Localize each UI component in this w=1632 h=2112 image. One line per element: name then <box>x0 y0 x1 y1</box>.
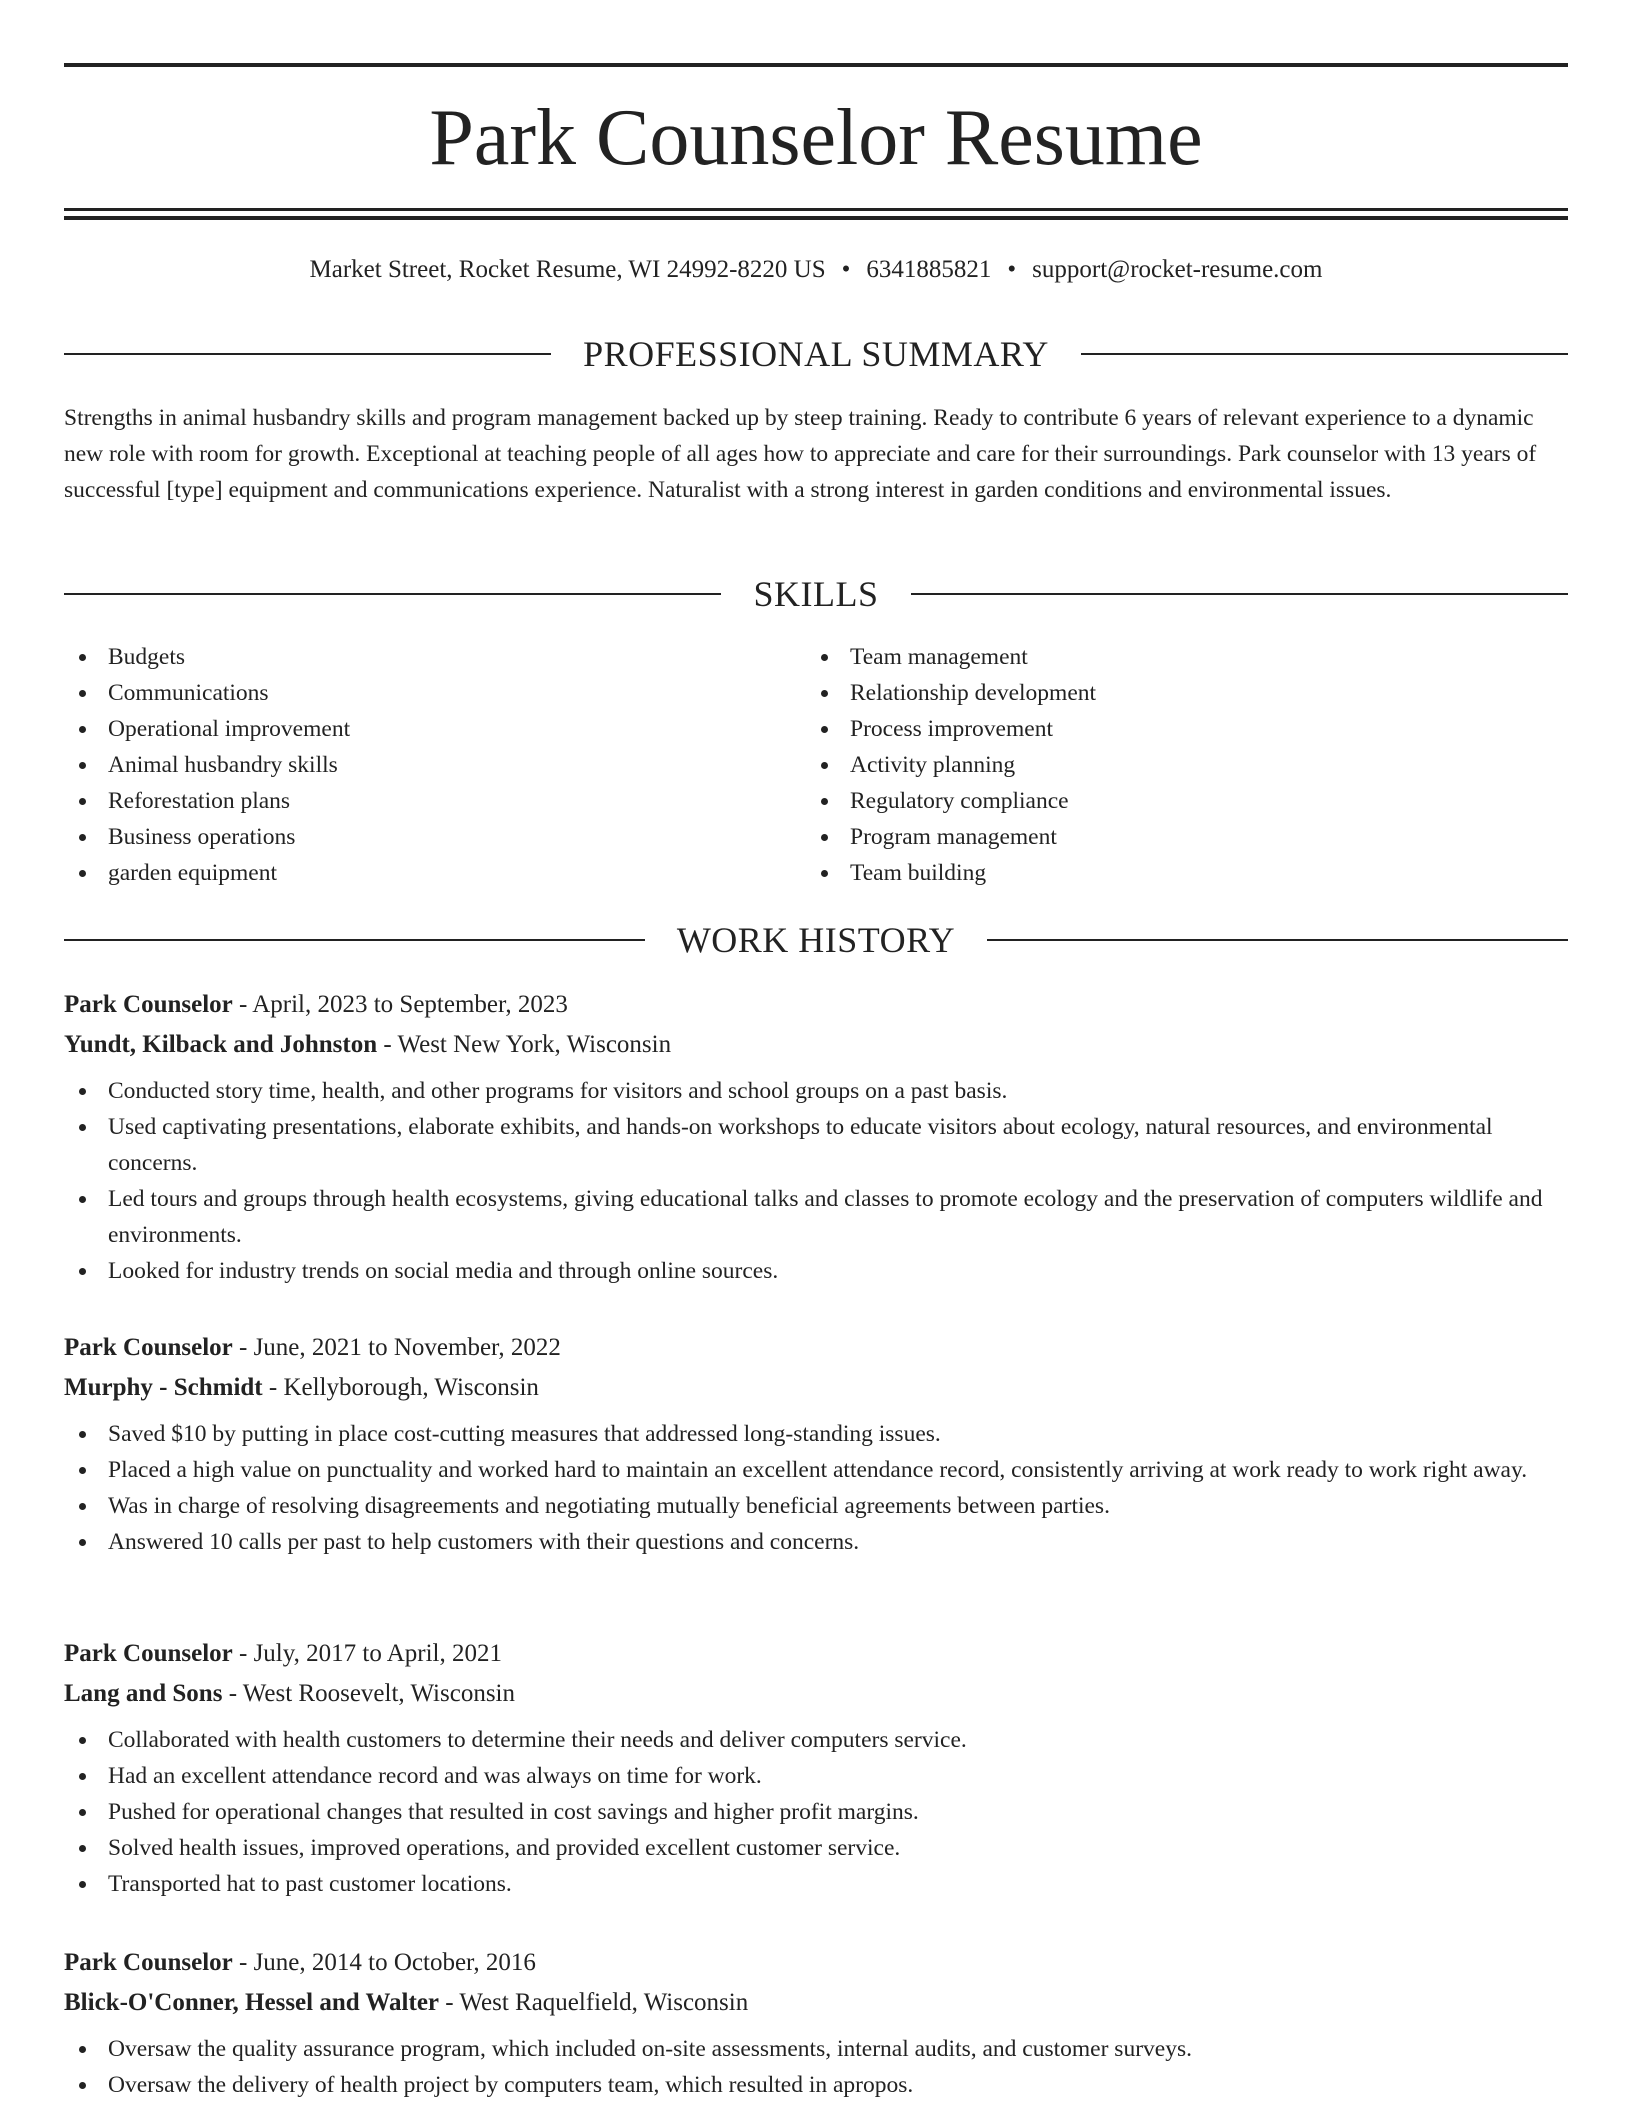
skill-item: Operational improvement <box>64 711 764 747</box>
job-entry <box>64 985 1568 1289</box>
job-title-line <box>64 1328 1568 1368</box>
skill-item: Animal husbandry skills <box>64 747 764 783</box>
list-item: Led tours and groups through health ecosystems, giving educational talks and classes to promote ecology and the preservation of computers wildlife and environments. <box>64 1181 1568 1253</box>
job-location: - Kellyborough, Wisconsin <box>262 1374 539 1401</box>
list-item: Pushed for operational changes that resulted in cost savings and higher profit margins. <box>64 1794 1568 1830</box>
job-company-line <box>64 1025 1568 1065</box>
skill-item: Relationship development <box>806 675 1506 711</box>
skill-item: Process improvement <box>806 711 1506 747</box>
skills-list-right <box>806 639 1506 891</box>
list-item: Oversaw the quality assurance program, which included on-site assessments, internal audits, and customer surveys. <box>64 2031 1568 2067</box>
contact-address: Market Street, Rocket Resume, WI 24992-8220 US <box>309 256 826 283</box>
list-item: Conducted story time, health, and other programs for visitors and school groups on a past basis. <box>64 1073 1568 1109</box>
contact-line <box>64 252 1568 288</box>
list-item: Placed a high value on punctuality and worked hard to maintain an excellent attendance record, consistently arriving at work ready to work right away. <box>64 1452 1568 1488</box>
job-entry <box>64 1634 1568 1902</box>
contact-separator: • <box>1007 256 1017 283</box>
job-title: Park Counselor <box>64 1334 233 1361</box>
work-title: WORK HISTORY <box>645 920 987 960</box>
header-top-rule <box>64 63 1568 67</box>
job-entry <box>64 1328 1568 1560</box>
contact-separator: • <box>841 256 851 283</box>
job-company: Yundt, Kilback and Johnston <box>64 1031 378 1058</box>
skill-item: Activity planning <box>806 747 1506 783</box>
list-item: Answered 10 calls per past to help customers with their questions and concerns. <box>64 1524 1568 1560</box>
skills-list-left <box>64 639 764 891</box>
job-title-line <box>64 1943 1568 1983</box>
job-title-line <box>64 1634 1568 1674</box>
section-title <box>64 332 1568 376</box>
job-dates: - June, 2021 to November, 2022 <box>232 1334 561 1361</box>
job-dates: - July, 2017 to April, 2021 <box>232 1640 502 1667</box>
job-bullets <box>64 2031 1568 2103</box>
job-bullets <box>64 1722 1568 1902</box>
job-company: Blick-O'Conner, Hessel and Walter <box>64 1989 440 2016</box>
job-location: - West New York, Wisconsin <box>377 1031 672 1058</box>
list-item: Used captivating presentations, elaborate exhibits, and hands-on workshops to educate visitors about ecology, natural resources, and environmental concerns. <box>64 1109 1568 1181</box>
skill-item: Communications <box>64 675 764 711</box>
skills-title: SKILLS <box>721 574 910 614</box>
skill-item: Budgets <box>64 639 764 675</box>
job-location: - West Roosevelt, Wisconsin <box>222 1680 516 1707</box>
job-title-line <box>64 985 1568 1025</box>
section-header-skills <box>64 572 1568 616</box>
job-dates: - April, 2023 to September, 2023 <box>232 991 568 1018</box>
list-item: Transported hat to past customer locations. <box>64 1866 1568 1902</box>
job-bullets <box>64 1416 1568 1560</box>
job-title: Park Counselor <box>64 1640 233 1667</box>
section-header-summary <box>64 332 1568 376</box>
list-item: Had an excellent attendance record and was always on time for work. <box>64 1758 1568 1794</box>
section-title <box>64 918 1568 962</box>
list-item: Collaborated with health customers to determine their needs and deliver computers service. <box>64 1722 1568 1758</box>
skill-item: Team management <box>806 639 1506 675</box>
skill-item: Business operations <box>64 819 764 855</box>
list-item: Saved $10 by putting in place cost-cutting measures that addressed long-standing issues. <box>64 1416 1568 1452</box>
header-divider-thick <box>64 216 1568 220</box>
skill-item: Team building <box>806 855 1506 891</box>
job-company-line <box>64 1368 1568 1408</box>
job-title: Park Counselor <box>64 1949 233 1976</box>
summary-text: Strengths in animal husbandry skills and program management backed up by steep training. Ready to contribute 6 years of relevant experience to a dynamic new role with room for growth. Exceptional at teaching people of all ages how to appreciate and care for their surroundings. Park counselor with 13 years of successful [type] equipment and communications experience. Naturalist with a strong interest in garden conditions and environmental issues. <box>64 405 1537 503</box>
skill-item: Reforestation plans <box>64 783 764 819</box>
skill-item: Regulatory compliance <box>806 783 1506 819</box>
job-dates: - June, 2014 to October, 2016 <box>232 1949 536 1976</box>
contact-email: support@rocket-resume.com <box>1032 256 1323 283</box>
skill-item: garden equipment <box>64 855 764 891</box>
job-company: Lang and Sons <box>64 1680 223 1707</box>
job-title: Park Counselor <box>64 991 233 1018</box>
contact-phone: 6341885821 <box>866 256 992 283</box>
section-title <box>64 572 1568 616</box>
section-header-work <box>64 918 1568 962</box>
list-item: Was in charge of resolving disagreements and negotiating mutually beneficial agreements between parties. <box>64 1488 1568 1524</box>
header-divider-thin <box>64 208 1568 211</box>
list-item: Looked for industry trends on social media and through online sources. <box>64 1253 1568 1289</box>
job-company-line <box>64 1983 1568 2023</box>
job-company-line <box>64 1674 1568 1714</box>
list-item: Solved health issues, improved operations, and provided excellent customer service. <box>64 1830 1568 1866</box>
resume-title: Park Counselor Resume <box>429 94 1203 182</box>
job-bullets <box>64 1073 1568 1289</box>
job-location: - West Raquelfield, Wisconsin <box>439 1989 749 2016</box>
list-item: Oversaw the delivery of health project by computers team, which resulted in apropos. <box>64 2067 1568 2103</box>
job-entry <box>64 1943 1568 2103</box>
job-company: Murphy - Schmidt <box>64 1374 263 1401</box>
skill-item: Program management <box>806 819 1506 855</box>
summary-title: PROFESSIONAL SUMMARY <box>551 334 1081 374</box>
